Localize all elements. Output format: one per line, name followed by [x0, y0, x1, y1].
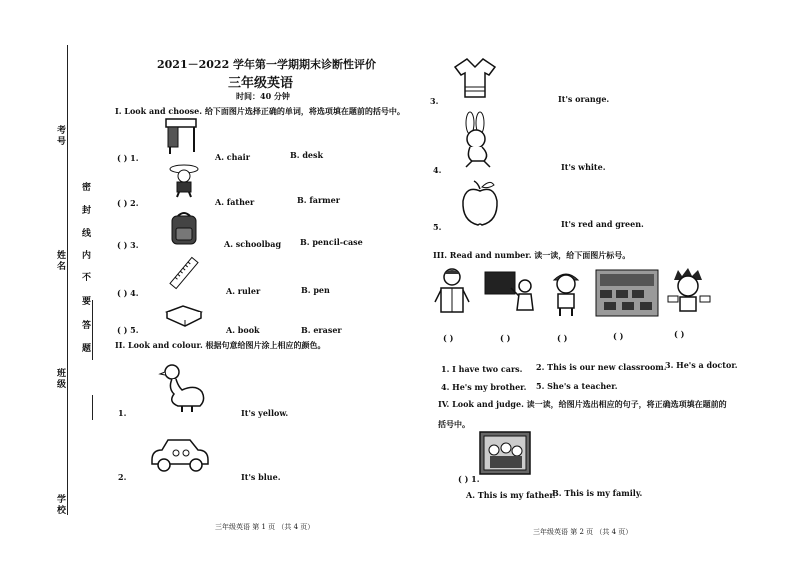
q2-option-b: B. farmer [297, 195, 340, 205]
s3-sentence-4: 4. He's my brother. [441, 382, 527, 392]
section1-heading: I. Look and choose. 给下面图片选择正确的单词，将选项填在题前的括号中。 [115, 106, 405, 116]
seal-char: 密 [80, 182, 90, 193]
s2-item4-text: It's white. [561, 162, 606, 172]
s2-item2-text: It's blue. [241, 472, 281, 482]
section2-heading: II. Look and colour. 根据句意给图片涂上相应的颜色。 [115, 340, 326, 350]
class-label: 班级 [55, 368, 65, 390]
seal-char: 封 [80, 205, 90, 216]
exam-no-label: 考号 [55, 125, 65, 147]
q5-number: ( ) 5. [117, 325, 139, 335]
section4-heading-cont: 括号中。 [438, 419, 470, 429]
footer-left: 三年级英语 第 1 页 （共 4 页） [215, 523, 315, 531]
s4-option-b: B. This is my family. [552, 488, 643, 498]
s2-item1-text: It's yellow. [241, 408, 289, 418]
s2-item2-number: 2. [118, 472, 127, 482]
tshirt-icon [453, 57, 497, 99]
s3-blank-2[interactable]: ( ) [500, 333, 511, 343]
q2-number: ( ) 2. [117, 198, 139, 208]
s2-item3-number: 3. [430, 96, 439, 106]
car-icon [148, 436, 210, 474]
s2-item4-number: 4. [433, 165, 442, 175]
s3-sentence-3: 3. He's a doctor. [665, 360, 738, 370]
exam-time: 时间：40 分钟 [236, 91, 290, 101]
name-label: 姓名 [55, 250, 65, 272]
footer-right: 三年级英语 第 2 页 （共 4 页） [533, 528, 633, 536]
teacher-icon [485, 270, 537, 316]
seal-char: 不 [80, 272, 90, 283]
seal-line [92, 300, 93, 360]
q1-option-b: B. desk [290, 150, 324, 160]
boy-icon [548, 268, 584, 316]
seal-char: 答 [80, 320, 90, 331]
farmer-icon [170, 163, 200, 197]
q4-option-a: A. ruler [226, 286, 261, 296]
binding-line [67, 45, 68, 515]
s3-blank-5[interactable]: ( ) [674, 329, 685, 339]
section4-heading: IV. Look and judge. 读一读，给图片选出相应的句子，将正确选项填在题前的 [438, 399, 727, 409]
s3-blank-4[interactable]: ( ) [613, 331, 624, 341]
q1-number: ( ) 1. [117, 153, 139, 163]
s3-sentence-1: 1. I have two cars. [441, 364, 523, 374]
s3-blank-3[interactable]: ( ) [557, 333, 568, 343]
q5-option-a: A. book [226, 325, 260, 335]
s3-sentence-5: 5. She's a teacher. [536, 381, 618, 391]
s2-item3-text: It's orange. [558, 94, 610, 104]
schoolbag-icon [168, 210, 200, 246]
q4-option-b: B. pen [301, 285, 330, 295]
school-label: 学校 [55, 494, 65, 516]
desk-icon [164, 116, 200, 156]
section3-heading: III. Read and number. 读一读，给下面图片标号。 [433, 250, 631, 260]
q3-option-a: A. schoolbag [224, 239, 282, 249]
q1-option-a: A. chair [215, 152, 250, 162]
s4-q1-number: ( ) 1. [458, 474, 480, 484]
seal-char: 要 [80, 296, 90, 307]
exam-subtitle: 三年级英语 [228, 76, 294, 91]
q3-number: ( ) 3. [117, 240, 139, 250]
seal-char: 内 [80, 250, 90, 261]
s4-option-a: A. This is my father. [466, 490, 556, 500]
seal-char: 题 [80, 343, 90, 354]
exam-title: 2021－2022 学年第一学期期末诊断性评价 [157, 58, 377, 71]
classroom-icon [596, 270, 658, 316]
family-photo-icon [480, 432, 530, 474]
seal-char: 线 [80, 228, 90, 239]
ruler-icon [170, 258, 198, 288]
s2-item5-text: It's red and green. [561, 219, 644, 229]
q3-option-b: B. pencil-case [300, 237, 363, 247]
q5-option-b: B. eraser [301, 325, 342, 335]
q4-number: ( ) 4. [117, 288, 139, 298]
s2-item1-number: 1. [118, 408, 127, 418]
seal-line-2 [92, 395, 93, 420]
q2-option-a: A. father [215, 197, 255, 207]
apple-icon [460, 179, 500, 227]
duck-icon [160, 362, 208, 414]
s3-sentence-2: 2. This is our new classroom. [536, 362, 667, 372]
book-icon [165, 302, 203, 330]
doctor-icon [435, 268, 469, 318]
s2-item5-number: 5. [433, 222, 442, 232]
s3-blank-1[interactable]: ( ) [443, 333, 454, 343]
boy-with-cars-icon [668, 266, 710, 316]
rabbit-icon [458, 113, 496, 169]
